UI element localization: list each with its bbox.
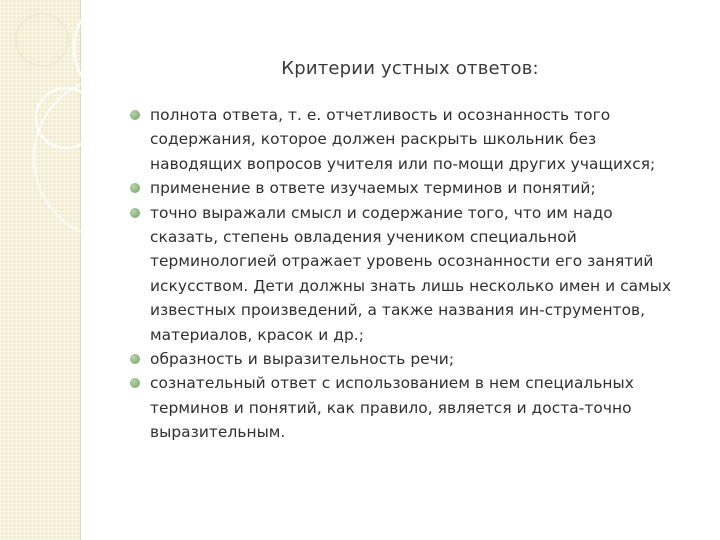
criteria-item bbox=[130, 103, 700, 176]
bullet-line: содержания, которое должен раскрыть школьник без bbox=[150, 130, 597, 149]
bullet-line: терминов и понятий, как правило, является и доста-точно bbox=[150, 398, 632, 417]
criteria-list bbox=[130, 103, 700, 445]
bullet-line: применение в ответе изучаемых терминов и понятий; bbox=[150, 179, 596, 198]
criteria-item bbox=[130, 176, 700, 200]
bullet-line: точно выражали смысл и содержание того, что им надо bbox=[150, 203, 613, 222]
criteria-item bbox=[130, 347, 700, 371]
bullet-line: сознательный ответ с использованием в нем специальных bbox=[150, 374, 634, 393]
bullet-line: искусством. Дети должны знать лишь несколько имен и самых bbox=[150, 276, 672, 295]
bullet-line: материалов, красок и др.; bbox=[150, 325, 364, 344]
bullet-line: известных произведений, а также названия ин-струментов, bbox=[150, 301, 646, 320]
bullet-icon bbox=[130, 354, 140, 364]
slide-title: Критерии устных ответов: bbox=[281, 58, 539, 79]
bullet-line: образность и выразительность речи; bbox=[150, 350, 455, 369]
bullet-line: терминологией отражает уровень осознанности его занятий bbox=[150, 252, 654, 271]
bullet-line: сказать, степень овладения учеником специальной bbox=[150, 228, 577, 247]
bullet-icon bbox=[130, 378, 140, 388]
bullet-icon bbox=[130, 183, 140, 193]
bullet-icon bbox=[130, 208, 140, 218]
bullet-line: выразительным. bbox=[150, 423, 286, 442]
bullet-icon bbox=[130, 110, 140, 120]
side-panel-divider bbox=[80, 0, 81, 540]
criteria-item bbox=[130, 201, 700, 347]
decorative-side-panel bbox=[0, 0, 80, 540]
bullet-line: наводящих вопросов учителя или по-мощи других учащихся; bbox=[150, 154, 656, 173]
bullet-line: полнота ответа, т. е. отчетливость и осознанность того bbox=[150, 106, 611, 124]
criteria-item bbox=[130, 371, 700, 444]
